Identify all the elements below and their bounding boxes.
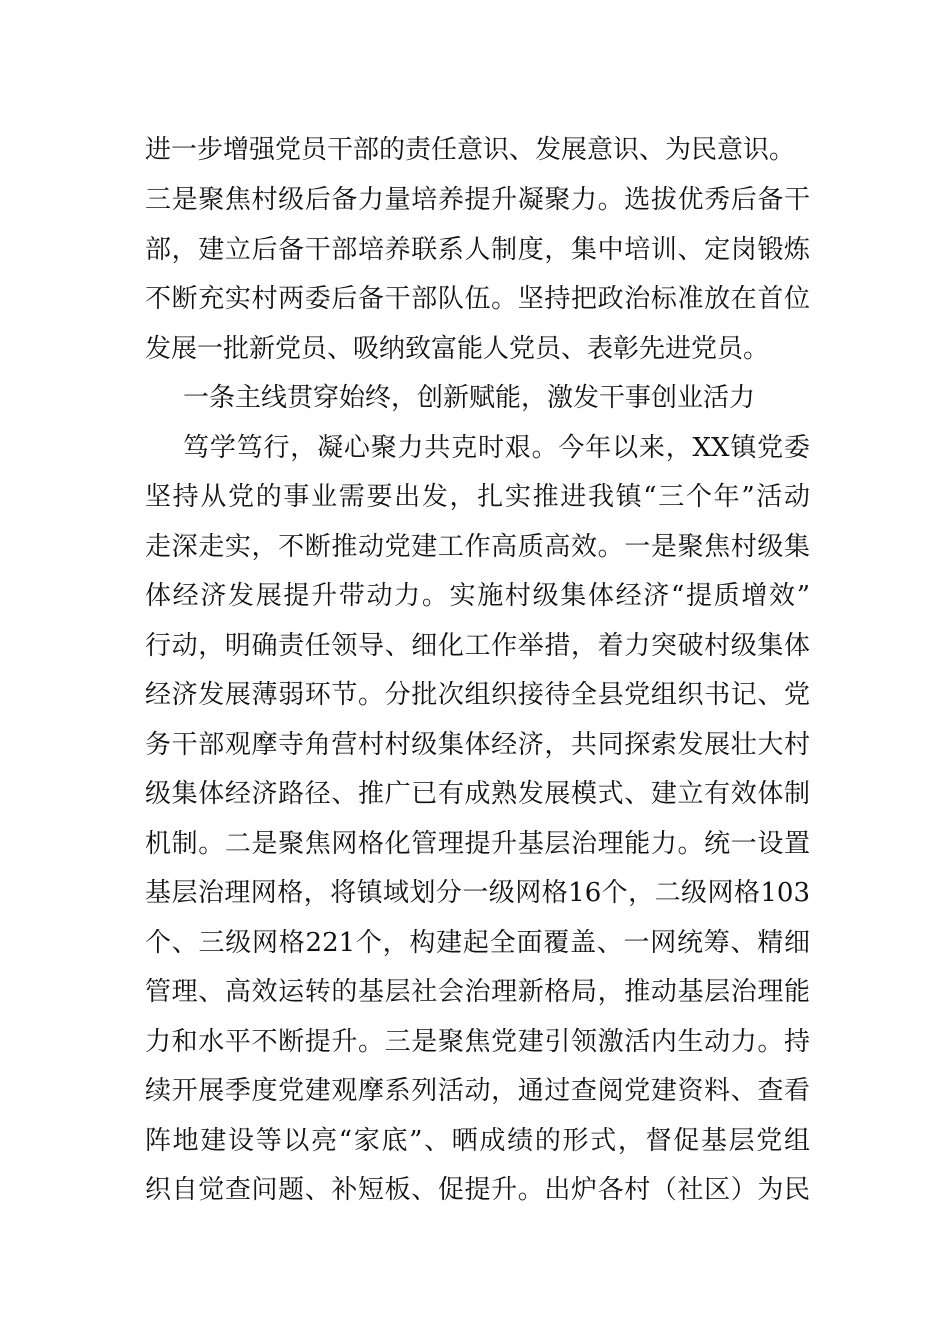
text-line: 务干部观摩寺角营村村级集体经济，共同探索发展壮大村 — [145, 730, 810, 760]
text-line: 发展一批新党员、吸纳致富能人党员、表彰先进党员。 — [145, 334, 770, 364]
text-line: 织自觉查问题、补短板、促提升。出炉各村（社区）为民 — [145, 1175, 810, 1205]
text-line: 续开展季度党建观摩系列活动，通过查阅党建资料、查看 — [145, 1076, 810, 1106]
text-line: 级集体经济路径、推广已有成熟发展模式、建立有效体制 — [145, 779, 810, 809]
text-line: 走深走实，不断推动党建工作高质高效。一是聚焦村级集 — [145, 532, 810, 562]
text-line: 三是聚焦村级后备力量培养提升凝聚力。选拔优秀后备干 — [145, 185, 810, 215]
text-line: 基层治理网格，将镇域划分一级网格16个，二级网格103 — [145, 878, 810, 908]
text-line: 经济发展薄弱环节。分批次组织接待全县党组织书记、党 — [145, 680, 810, 710]
text-line: 笃学笃行，凝心聚力共克时艰。今年以来，XX镇党委 — [183, 433, 810, 463]
text-line: 部，建立后备干部培养联系人制度，集中培训、定岗锻炼 — [145, 235, 810, 265]
text-line: 进一步增强党员干部的责任意识、发展意识、为民意识。 — [145, 135, 796, 165]
text-line: 坚持从党的事业需要出发，扎实推进我镇“三个年”活动 — [145, 482, 810, 512]
section-heading: 一条主线贯穿始终，创新赋能，激发干事创业活力 — [183, 383, 756, 413]
text-line: 阵地建设等以亮“家底”、晒成绩的形式，督促基层党组 — [145, 1126, 810, 1156]
text-line: 体经济发展提升带动力。实施村级集体经济“提质增效” — [145, 581, 810, 611]
text-line: 个、三级网格221个，构建起全面覆盖、一网统筹、精细 — [145, 928, 810, 958]
text-line: 管理、高效运转的基层社会治理新格局，推动基层治理能 — [145, 977, 810, 1007]
text-line: 不断充实村两委后备干部队伍。坚持把政治标准放在首位 — [145, 284, 810, 314]
text-line: 力和水平不断提升。三是聚焦党建引领激活内生动力。持 — [145, 1027, 810, 1057]
text-line: 机制。二是聚焦网格化管理提升基层治理能力。统一设置 — [145, 829, 810, 859]
text-line: 行动，明确责任领导、细化工作举措，着力突破村级集体 — [145, 631, 810, 661]
